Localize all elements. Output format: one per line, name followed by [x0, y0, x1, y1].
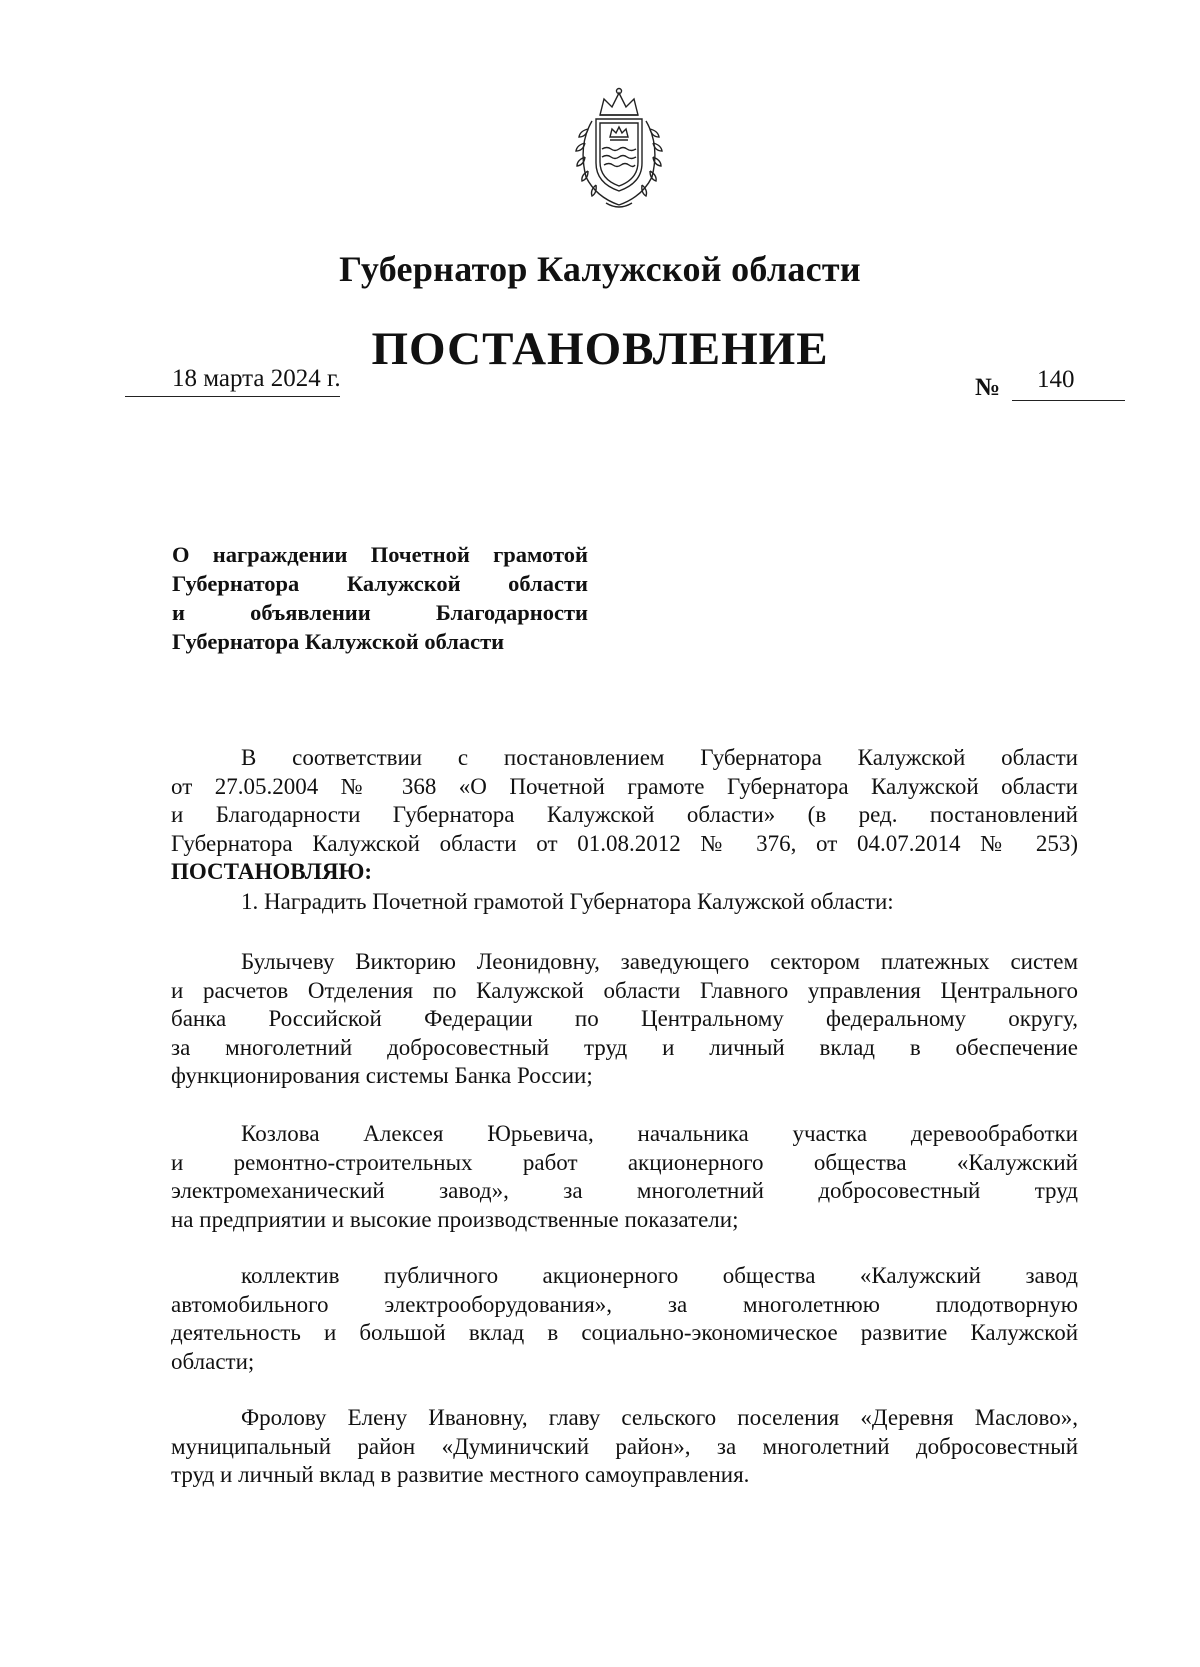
subject-line: Губернатора Калужской области	[172, 571, 588, 596]
document-date: 18 марта 2024 г.	[172, 365, 341, 392]
awardee-line: банка Российской Федерации по Центральному федеральному округу,	[171, 1006, 1078, 1032]
awardee-paragraph	[171, 1404, 1078, 1490]
subject-line: Губернатора Калужской области	[172, 629, 505, 654]
awardee-line: автомобильного электрооборудования», за многолетнюю плодотворную	[171, 1291, 1078, 1317]
awardee-line: Фролову Елену Ивановну, главу сельского поселения «Деревня Маслово»,	[241, 1405, 1078, 1430]
awardee-line: муниципальный район «Думиничский район», за многолетний добросовестный	[171, 1433, 1078, 1459]
award-heading-text: 1. Наградить Почетной грамотой Губернатора Калужской области:	[241, 889, 894, 914]
date-underline	[125, 396, 340, 397]
award-heading	[171, 888, 1078, 917]
intro-line: от 27.05.2004 № 368 «О Почетной грамоте Губернатора Калужской области	[171, 773, 1078, 799]
decree-word: ПОСТАНОВЛЯЮ:	[171, 859, 373, 885]
awardee-line: и ремонтно-строительных работ акционерного общества «Калужский	[171, 1149, 1078, 1175]
awardee-line: на предприятии и высокие производственные показатели;	[171, 1206, 739, 1232]
awardee-line: коллектив публичного акционерного общества «Калужский завод	[241, 1263, 1078, 1288]
document-subject	[172, 540, 588, 656]
awardee-paragraph	[171, 1262, 1078, 1376]
awardee-paragraph	[171, 948, 1078, 1091]
document-number: 140	[1037, 366, 1075, 393]
awardee-line: функционирования системы Банка России;	[171, 1063, 593, 1089]
awardee-line: Булычеву Викторию Леонидовну, заведующего сектором платежных систем	[241, 949, 1078, 974]
intro-line: и Благодарности Губернатора Калужской области» (в ред. постановлений	[171, 802, 1078, 828]
number-underline	[1012, 400, 1125, 401]
issuing-authority: Губернатор Калужской области	[339, 249, 861, 289]
intro-line: В соответствии с постановлением Губернатора Калужской области	[241, 745, 1078, 770]
intro-paragraph	[171, 744, 1078, 887]
subject-line: О награждении Почетной грамотой	[172, 542, 588, 567]
document-type-title: ПОСТАНОВЛЕНИЕ	[371, 323, 829, 375]
awardee-line: электромеханический завод», за многолетний добросовестный труд	[171, 1178, 1078, 1204]
awardee-line: Козлова Алексея Юрьевича, начальника участка деревообработки	[241, 1121, 1078, 1146]
awardee-line: области;	[171, 1348, 255, 1374]
subject-line: и объявлении Благодарности	[172, 600, 588, 625]
awardee-paragraph	[171, 1120, 1078, 1234]
awardee-line: труд и личный вклад в развитие местного самоуправления.	[171, 1462, 750, 1488]
number-sign: №	[975, 374, 1001, 401]
awardee-line: за многолетний добросовестный труд и личный вклад в обеспечение	[171, 1034, 1078, 1060]
intro-line: Губернатора Калужской области от 01.08.2012 № 376, от 04.07.2014 № 253)	[171, 830, 1078, 856]
awardee-line: деятельность и большой вклад в социально-экономическое развитие Калужской	[171, 1320, 1078, 1346]
awardee-line: и расчетов Отделения по Калужской области Главного управления Центрального	[171, 977, 1078, 1003]
coat-of-arms-emblem	[566, 85, 672, 213]
